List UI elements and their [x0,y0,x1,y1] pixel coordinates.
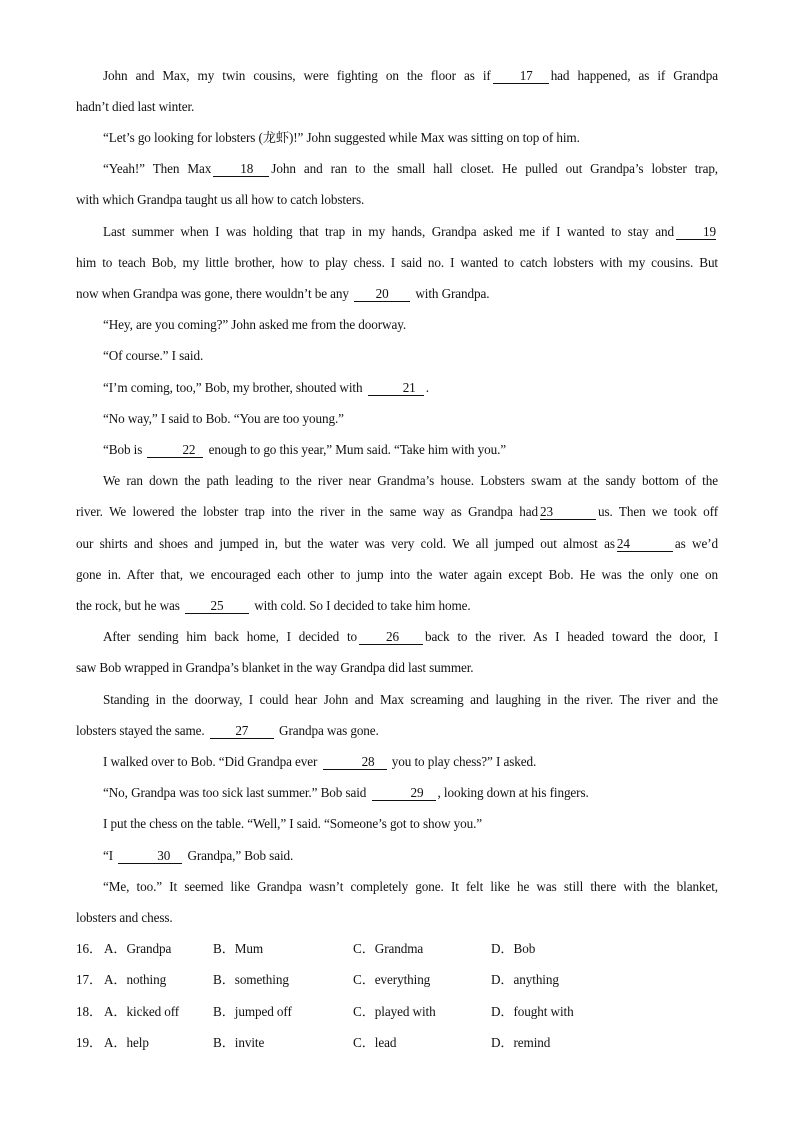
passage-text: back to the river. As I headed toward the door, I [425,629,718,644]
question-number: 19． [76,1035,103,1050]
passage-text: Grandpa,” Bob said. [187,848,294,863]
passage-line [76,471,718,491]
passage-text: “Hey, are you coming?” John asked me from the doorway. [103,317,407,332]
passage-line [76,596,718,616]
passage-text: now when Grandpa was gone, there wouldn’t be any [76,286,349,301]
question-number: 18． [76,1004,103,1019]
passage-text: “No way,” I said to Bob. “You are too young.” [103,411,344,426]
passage-text: our shirts and shoes and jumped in, but the water was very cold. We all jumped out almost as [76,536,615,551]
passage-text: “Let’s go looking for lobsters (龙虾)!” John suggested while Max was sitting on top of him. [103,130,580,145]
passage-line [76,752,718,772]
blank-27: 27 [210,724,274,739]
option-b[interactable]: B．something [213,972,289,987]
option-c[interactable]: C．played with [353,1004,436,1019]
option-b[interactable]: B．jumped off [213,1004,292,1019]
passage-text: “I’m coming, too,” Bob, my brother, shouted with [103,380,363,395]
option-d[interactable]: D．remind [491,1035,551,1050]
passage-text: lobsters stayed the same. [76,723,205,738]
passage-line [76,846,718,866]
passage-line [76,877,718,897]
blank-22: 22 [147,443,203,458]
blank-23: 23 [540,505,596,520]
passage-line [76,97,718,117]
passage-text: Grandpa was gone. [279,723,379,738]
passage-text: We ran down the path leading to the river near Grandma’s house. Lobsters swam at the sandy bottom of the [103,473,718,488]
option-a[interactable]: A．nothing [104,972,167,987]
passage-text: us. Then we took off [597,504,718,519]
passage-text: gone in. After that, we encouraged each other to jump into the water again except Bob. He was the only one on [76,567,718,582]
passage-text: as we’d [674,536,718,551]
passage-text: . [425,380,429,395]
passage-text: John and ran to the small hall closet. He pulled out Grandpa’s lobster trap, [271,161,719,176]
question-number: 16． [76,941,103,956]
passage-text: with Grandpa. [415,286,490,301]
blank-19: 19 [676,225,716,240]
blank-17: 17 [493,69,549,84]
passage-line [76,253,718,273]
blank-25: 25 [185,599,249,614]
passage-text: After sending him back home, I decided to [103,629,358,644]
option-d[interactable]: D．anything [491,972,559,987]
passage-line [76,346,718,366]
passage-line [76,284,718,304]
option-c[interactable]: C．lead [353,1035,397,1050]
passage-line [76,783,718,803]
passage-text: , looking down at his fingers. [437,785,589,800]
blank-20: 20 [354,287,410,302]
passage-line [76,658,718,678]
option-a[interactable]: A．Grandpa [104,941,172,956]
passage-text: saw Bob wrapped in Grandpa’s blanket in the way Grandpa did last summer. [76,660,474,675]
passage-line [76,534,718,554]
blank-30: 30 [118,849,182,864]
passage-text: with which Grandpa taught us all how to catch lobsters. [76,192,365,207]
passage-text: John and Max, my twin cousins, were fighting on the floor as if [103,68,491,83]
passage-line [76,814,718,834]
passage-line [76,222,718,242]
passage-text: enough to go this year,” Mum said. “Take him with you.” [208,442,507,457]
passage-line [76,409,718,429]
option-d[interactable]: D．fought with [491,1004,574,1019]
passage-text: Last summer when I was holding that trap in my hands, Grandpa asked me if I wanted to stay and [103,224,674,239]
passage-text: you to play chess?” I asked. [391,754,537,769]
passage-text: with cold. So I decided to take him home. [254,598,471,613]
passage-line [76,908,718,928]
passage-line [76,66,718,86]
option-b[interactable]: B．invite [213,1035,265,1050]
passage-text: I walked over to Bob. “Did Grandpa ever [103,754,318,769]
passage-text: lobsters and chess. [76,910,173,925]
question-number: 17． [76,972,103,987]
passage-text: I put the chess on the table. “Well,” I said. “Someone’s got to show you.” [103,816,483,831]
passage-line [76,159,718,179]
passage-line [76,502,718,522]
passage-text: “Me, too.” It seemed like Grandpa wasn’t completely gone. It felt like he was still there with the blanket, [103,879,718,894]
option-a[interactable]: A．kicked off [104,1004,180,1019]
passage-line [76,690,718,710]
passage-text: “Yeah!” Then Max [103,161,212,176]
option-c[interactable]: C．everything [353,972,431,987]
blank-18: 18 [213,162,269,177]
passage-text: Standing in the doorway, I could hear John and Max screaming and laughing in the river. The river and the [103,692,718,707]
blank-21: 21 [368,381,424,396]
blank-29: 29 [372,786,436,801]
passage-line [76,565,718,585]
passage-line [76,721,718,741]
option-d[interactable]: D．Bob [491,941,536,956]
passage-line [76,378,718,398]
passage-text: the rock, but he was [76,598,180,613]
passage-line [76,627,718,647]
passage-text: river. We lowered the lobster trap into the river in the same way as Grandpa had [76,504,538,519]
passage-line [76,440,718,460]
blank-26: 26 [359,630,423,645]
blank-24: 24 [617,537,673,552]
option-b[interactable]: B．Mum [213,941,264,956]
option-a[interactable]: A．help [104,1035,149,1050]
blank-28: 28 [323,755,387,770]
passage-text: him to teach Bob, my little brother, how to play chess. I said no. I wanted to catch lobsters with my cousins. But [76,255,718,270]
passage-text: “No, Grandpa was too sick last summer.” Bob said [103,785,367,800]
passage-text: hadn’t died last winter. [76,99,195,114]
passage-text: “Of course.” I said. [103,348,204,363]
option-c[interactable]: C．Grandma [353,941,424,956]
passage-text: had happened, as if Grandpa [550,68,718,83]
passage-line [76,190,718,210]
passage-line [76,128,718,148]
passage-text: “Bob is [103,442,143,457]
passage-text: “I [103,848,114,863]
passage-line [76,315,718,335]
